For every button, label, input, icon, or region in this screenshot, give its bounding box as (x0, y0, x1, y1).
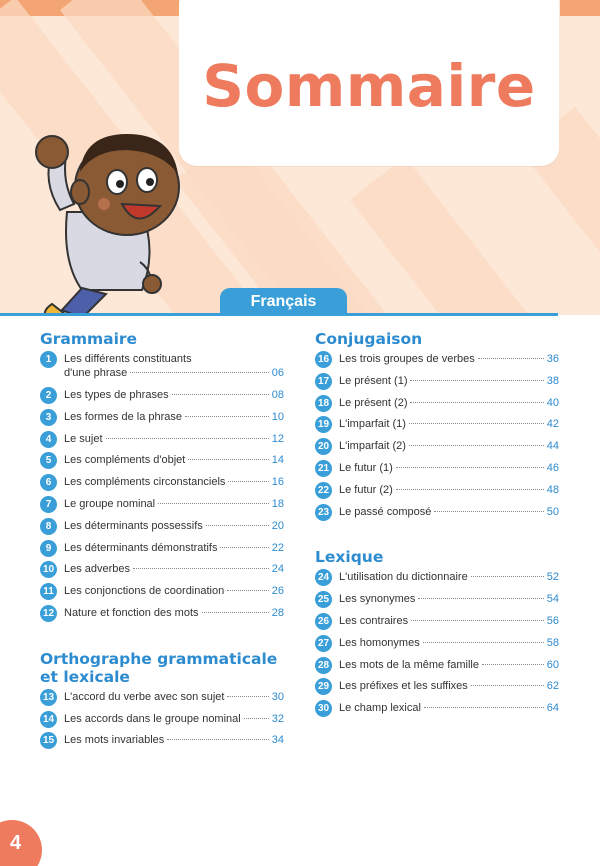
chapter-number-badge: 21 (315, 460, 332, 477)
toc-entry[interactable] (315, 417, 559, 439)
toc-list-grammaire (40, 352, 284, 628)
toc-page-number: 12 (271, 432, 284, 445)
chapter-number-badge: 22 (315, 482, 332, 499)
toc-entry[interactable] (40, 388, 284, 410)
dot-leader (410, 402, 543, 403)
dot-leader (227, 590, 269, 591)
toc-entry[interactable] (315, 439, 559, 461)
toc-page-number: 32 (271, 712, 284, 725)
chapter-number-badge: 6 (40, 474, 57, 491)
toc-entry[interactable] (40, 562, 284, 584)
toc-entry-title: Les préfixes et les suffixes (339, 680, 468, 693)
toc-entry-body (339, 396, 559, 410)
chapter-number-badge: 16 (315, 351, 332, 368)
toc-entry-body (339, 505, 559, 519)
toc-entry-title: L'utilisation du dictionnaire (339, 571, 468, 584)
toc-entry-body (64, 475, 284, 489)
dot-leader (424, 707, 544, 708)
dot-leader (167, 739, 268, 740)
chapter-number-badge: 30 (315, 700, 332, 717)
toc-entry-body (64, 562, 284, 576)
toc-entry-body (64, 352, 284, 380)
toc-entry-title: Les homonymes (339, 636, 420, 649)
toc-page-number: 20 (271, 519, 284, 532)
toc-entry-body (339, 417, 559, 431)
toc-entry[interactable] (40, 733, 284, 755)
toc-page-number: 08 (271, 389, 284, 401)
chapter-number-badge: 3 (40, 409, 57, 426)
toc-page-number: 40 (546, 396, 559, 409)
toc-entry-title: Les mots invariables (64, 734, 165, 747)
toc-entry-title: Le présent (2) (339, 396, 408, 409)
toc-entry-title: Les déterminants possessifs (64, 519, 203, 532)
dot-leader (423, 642, 544, 643)
toc-entry-title: Les adverbes (64, 563, 131, 576)
toc-entry-body (64, 584, 284, 598)
chapter-number-badge: 4 (40, 431, 57, 448)
toc-entry-body (339, 614, 559, 628)
mascot-illustration (22, 112, 202, 315)
toc-entry-body (339, 352, 559, 366)
chapter-number-badge: 19 (315, 416, 332, 433)
toc-entry-body (339, 701, 559, 715)
chapter-number-badge: 25 (315, 591, 332, 608)
toc-entry-body (64, 497, 284, 511)
toc-page-number: 26 (271, 585, 284, 598)
toc-page-number: 30 (271, 690, 284, 703)
toc-entry-title: Les formes de la phrase (64, 410, 183, 423)
toc-list-conjugaison (315, 352, 559, 526)
toc-entry-title: Les trois groupes de verbes (339, 353, 475, 365)
chapter-number-badge: 29 (315, 678, 332, 695)
section-divider (0, 313, 558, 316)
toc-entry[interactable] (40, 712, 284, 734)
toc-entry-body (339, 461, 559, 475)
toc-entry-title: L'imparfait (2) (339, 440, 406, 453)
chapter-number-badge: 20 (315, 438, 332, 455)
chapter-number-badge: 8 (40, 518, 57, 535)
toc-page-number: 46 (546, 461, 559, 474)
toc-entry-title: Les types de phrases (64, 389, 169, 401)
chapter-number-badge: 18 (315, 395, 332, 412)
dot-leader (228, 481, 268, 482)
dot-leader (396, 467, 544, 468)
dot-leader (409, 445, 544, 446)
toc-entry-body (339, 636, 559, 650)
toc-entry-body (64, 690, 284, 704)
toc-entry-body (64, 410, 284, 424)
toc-entry[interactable] (315, 396, 559, 418)
page-number-badge (0, 820, 42, 866)
dot-leader (202, 612, 269, 613)
chapter-number-badge: 9 (40, 540, 57, 557)
toc-page-number: 60 (546, 658, 559, 671)
toc-entry[interactable] (315, 570, 559, 592)
toc-page-number: 58 (546, 636, 559, 649)
toc-entry[interactable] (40, 432, 284, 454)
toc-entry[interactable] (315, 483, 559, 505)
chapter-number-badge: 11 (40, 583, 57, 600)
toc-entry[interactable] (315, 658, 559, 680)
toc-entry-body (64, 733, 284, 747)
toc-page-number: 42 (546, 418, 559, 431)
toc-entry-body (64, 388, 284, 402)
toc-page-number: 62 (546, 680, 559, 693)
toc-entry-title: Le futur (1) (339, 461, 393, 474)
toc-entry-title: Le sujet (64, 432, 103, 445)
toc-entry[interactable] (40, 410, 284, 432)
dot-leader (227, 696, 268, 697)
toc-left-column (40, 330, 284, 755)
toc-page-number: 14 (271, 454, 284, 467)
chapter-number-badge: 7 (40, 496, 57, 513)
toc-page-number: 36 (546, 353, 559, 365)
toc-entry[interactable] (315, 636, 559, 658)
toc-entry[interactable] (315, 374, 559, 396)
chapter-number-badge: 24 (315, 569, 332, 586)
dot-leader (418, 598, 543, 599)
dot-leader (185, 416, 269, 417)
toc-entry-body (64, 541, 284, 555)
top-accent-bar (560, 0, 600, 16)
dot-leader (482, 664, 544, 665)
toc-page-number: 64 (546, 702, 559, 715)
chapter-number-badge: 14 (40, 711, 57, 728)
toc-entry-title: L'accord du verbe avec son sujet (64, 690, 225, 703)
dot-leader (411, 620, 544, 621)
toc-entry-body (339, 439, 559, 453)
toc-entry[interactable] (40, 497, 284, 519)
section-heading-lexique: Lexique (315, 548, 384, 567)
toc-entry-title: Le présent (1) (339, 374, 408, 387)
toc-entry-title: Les différents constituants (64, 353, 192, 365)
toc-page-number: 38 (546, 374, 559, 387)
dot-leader (434, 511, 543, 512)
toc-entry[interactable] (40, 519, 284, 541)
dot-leader (220, 547, 268, 548)
toc-page-number: 34 (271, 734, 284, 747)
toc-page-number: 06 (271, 367, 284, 379)
dot-leader (244, 718, 269, 719)
toc-entry-title: Nature et fonction des mots (64, 606, 199, 619)
toc-entry-title: Les compléments circonstanciels (64, 476, 226, 489)
toc-page-number: 44 (546, 440, 559, 453)
toc-page-number: 50 (546, 505, 559, 518)
chapter-number-badge: 12 (40, 605, 57, 622)
toc-entry-title: Les mots de la même famille (339, 658, 479, 671)
chapter-number-badge: 28 (315, 657, 332, 674)
chapter-number-badge: 13 (40, 689, 57, 706)
toc-entry[interactable] (315, 461, 559, 483)
toc-entry[interactable] (315, 679, 559, 701)
chapter-number-badge: 1 (40, 351, 57, 368)
dot-leader (158, 503, 269, 504)
section-heading-conjugaison: Conjugaison (315, 330, 423, 348)
toc-entry-title: Le champ lexical (339, 702, 421, 715)
toc-entry-title: Les synonymes (339, 593, 416, 606)
toc-entry[interactable] (40, 475, 284, 497)
dot-leader (396, 489, 544, 490)
toc-entry-title: d'une phrase (64, 367, 128, 379)
toc-entry-title: Les accords dans le groupe nominal (64, 712, 241, 725)
toc-entry-title: Le groupe nominal (64, 497, 156, 510)
toc-entry-title: Les compléments d'objet (64, 454, 186, 467)
toc-entry[interactable] (40, 352, 284, 388)
section-heading-grammaire: Grammaire (40, 330, 138, 348)
dot-leader (471, 576, 544, 577)
toc-entry-body (339, 483, 559, 497)
dot-leader (478, 358, 544, 359)
toc-entry-body (64, 519, 284, 533)
toc-entry-title: Les déterminants démonstratifs (64, 541, 218, 554)
dot-leader (130, 372, 268, 373)
chapter-number-badge: 17 (315, 373, 332, 390)
toc-entry-body (64, 453, 284, 467)
toc-entry[interactable] (40, 584, 284, 606)
chapter-number-badge: 10 (40, 561, 57, 578)
toc-entry[interactable] (315, 505, 559, 527)
dot-leader (188, 459, 268, 460)
toc-page-number: 54 (546, 593, 559, 606)
toc-entry[interactable] (40, 541, 284, 563)
dot-leader (172, 394, 269, 395)
dot-leader (409, 423, 544, 424)
toc-entry-title: Le futur (2) (339, 483, 393, 496)
toc-entry-title: L'imparfait (1) (339, 418, 406, 431)
toc-entry-body (339, 374, 559, 388)
toc-entry-body (64, 712, 284, 726)
toc-entry-body (339, 658, 559, 672)
page-number: 4 (10, 832, 22, 854)
toc-entry-body (339, 570, 559, 584)
toc-page-number: 28 (271, 606, 284, 619)
toc-entry-body (339, 679, 559, 693)
dot-leader (106, 438, 269, 439)
toc-page-number: 24 (271, 563, 284, 576)
chapter-number-badge: 5 (40, 452, 57, 469)
chapter-number-badge: 23 (315, 504, 332, 521)
toc-entry-title: Le passé composé (339, 505, 432, 518)
toc-entry[interactable] (40, 453, 284, 475)
header-banner (0, 0, 600, 315)
toc-entry-body (64, 432, 284, 446)
dot-leader (206, 525, 269, 526)
dot-leader (471, 685, 544, 686)
chapter-number-badge: 15 (40, 732, 57, 749)
toc-page-number: 56 (546, 614, 559, 627)
toc-list-orthographe (40, 690, 284, 755)
toc-page-number: 48 (546, 483, 559, 496)
toc-list-lexique (315, 570, 559, 723)
chapter-number-badge: 2 (40, 387, 57, 404)
dot-leader (410, 380, 543, 381)
toc-entry[interactable] (40, 690, 284, 712)
toc-entry[interactable] (315, 352, 559, 374)
toc-page-number: 16 (271, 476, 284, 489)
title-card (179, 0, 559, 166)
toc-entry-body (64, 606, 284, 620)
toc-page-number: 22 (271, 541, 284, 554)
chapter-number-badge: 27 (315, 635, 332, 652)
dot-leader (133, 568, 269, 569)
toc-entry-title: Les conjonctions de coordination (64, 585, 225, 598)
toc-entry-title: Les contraires (339, 614, 409, 627)
page-title: Sommaire (202, 52, 536, 120)
toc-entry-body (339, 592, 559, 606)
toc-page-number: 52 (546, 571, 559, 584)
chapter-number-badge: 26 (315, 613, 332, 630)
toc-page-number: 18 (271, 497, 284, 510)
toc-right-column (315, 330, 559, 723)
toc-entry[interactable] (315, 592, 559, 614)
toc-entry[interactable] (40, 606, 284, 628)
section-heading-orthographe: Orthographe grammaticale et lexicale (40, 649, 278, 686)
section-tab-francais: Français (220, 288, 347, 315)
toc-entry[interactable] (315, 614, 559, 636)
toc-page-number: 10 (271, 410, 284, 423)
toc-entry[interactable] (315, 701, 559, 723)
